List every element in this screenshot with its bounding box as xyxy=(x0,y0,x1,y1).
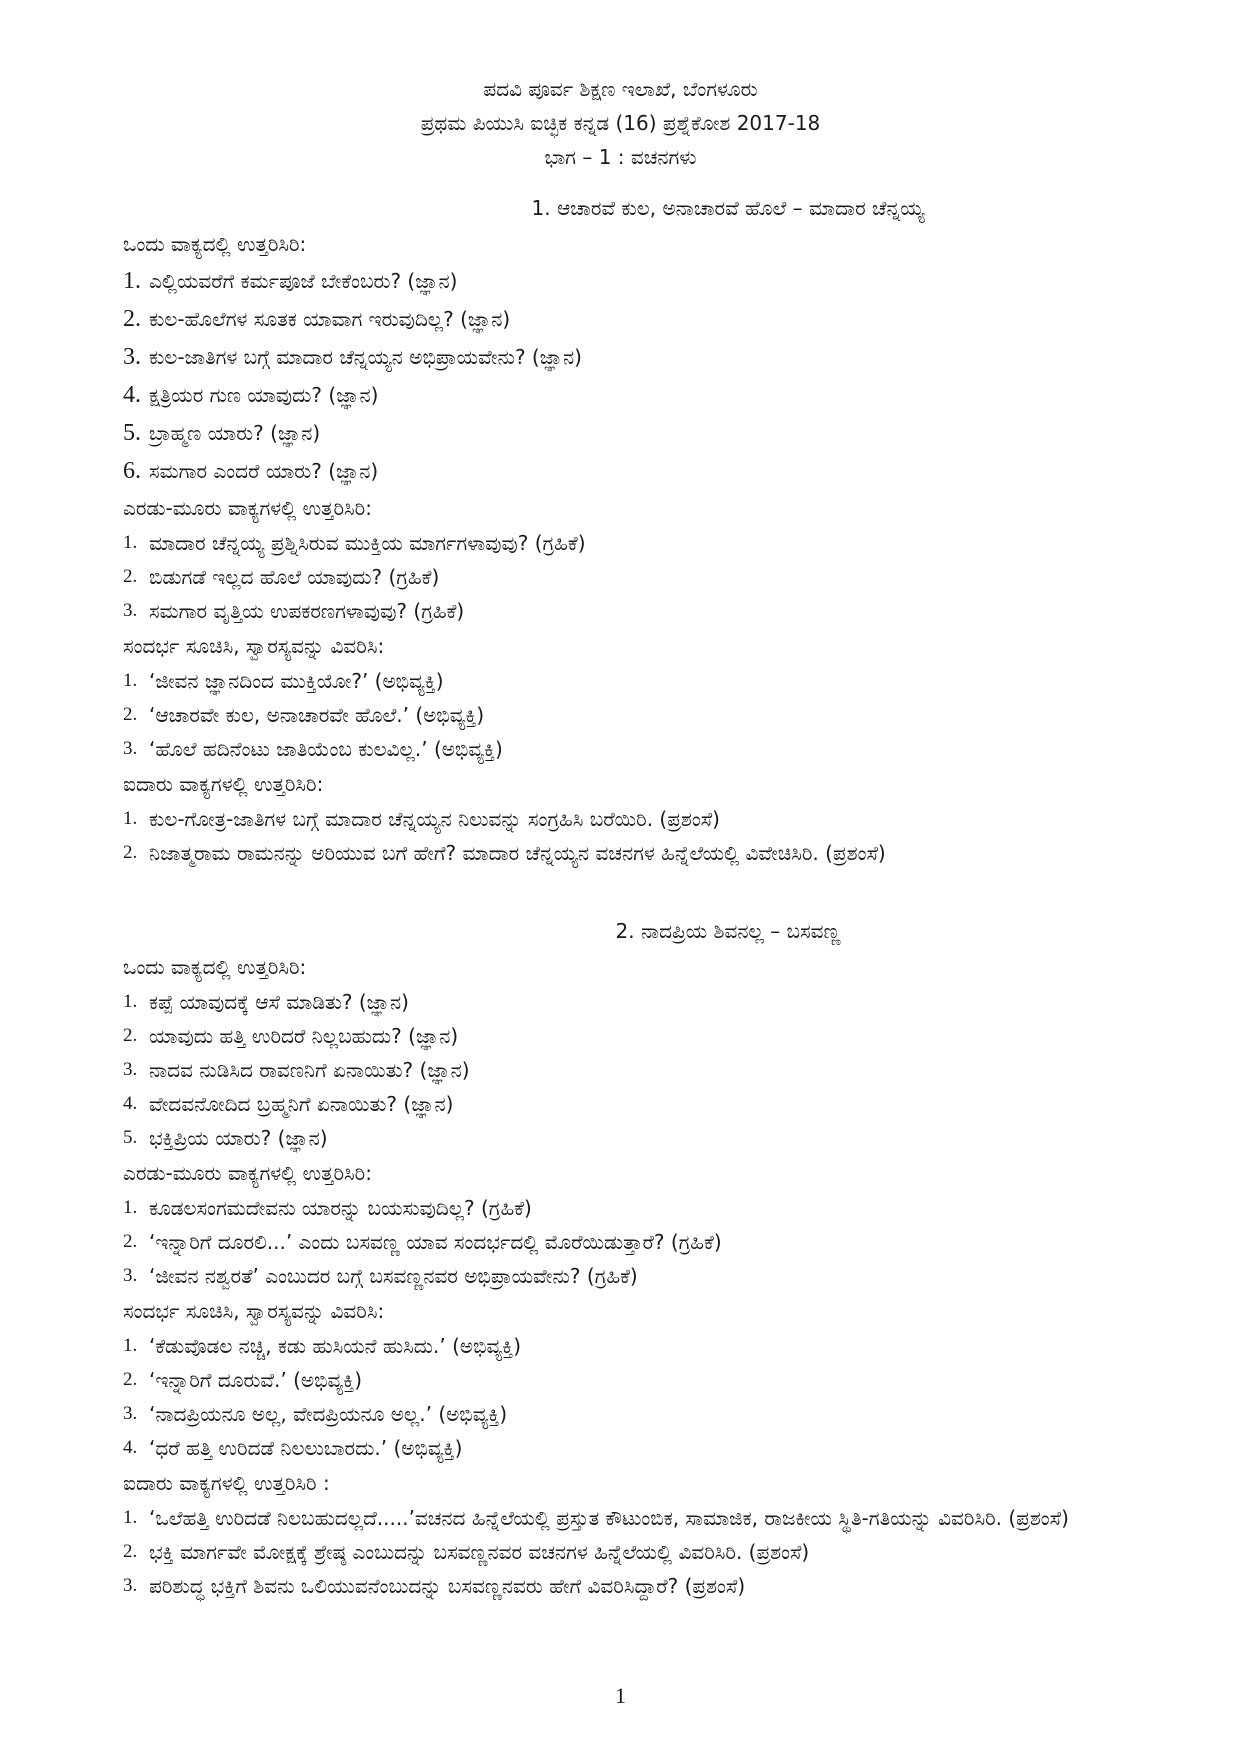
question-text: ನಾದವ ನುಡಿಸಿದ ರಾವಣನಿಗೆ ಏನಾಯಿತು? (ಜ್ಞಾನ) xyxy=(149,1058,470,1082)
group-heading-context: ಸಂದರ್ಭ ಸೂಚಿಸಿ, ಸ್ವಾರಸ್ಯವನ್ನು ವಿವರಿಸಿ: xyxy=(123,634,385,658)
question-text: ಕುಲ-ಜಾತಿಗಳ ಬಗ್ಗೆ ಮಾದಾರ ಚೆನ್ನಯ್ಯನ ಅಭಿಪ್ರಾಯವೇನು? (ಜ್ಞಾನ) xyxy=(149,345,582,369)
question-number: 1. xyxy=(123,1197,138,1218)
question-number: 2. xyxy=(123,842,138,863)
question-number: 2. xyxy=(123,1541,138,1562)
question-item xyxy=(123,1363,1183,1397)
question-text: ಸಮಗಾರ ಎಂದರೆ ಯಾರು? (ಜ್ಞಾನ) xyxy=(149,459,379,483)
question-number: 2. xyxy=(123,1369,138,1390)
group-heading-five-six-sentences: ಐದಾರು ವಾಕ್ಯಗಳಲ್ಲಿ ಉತ್ತರಿಸಿರಿ: xyxy=(123,772,324,796)
question-item xyxy=(123,300,1183,338)
question-item xyxy=(123,452,1183,490)
question-text: ಬಿಡುಗಡೆ ಇಲ್ಲದ ಹೊಲೆ ಯಾವುದು? (ಗ್ರಹಿಕೆ) xyxy=(149,565,440,589)
question-number: 3. xyxy=(123,344,141,370)
question-text: ಸಮಗಾರ ವೃತ್ತಿಯ ಉಪಕರಣಗಳಾವುವು? (ಗ್ರಹಿಕೆ) xyxy=(149,599,465,623)
question-item xyxy=(123,262,1183,300)
question-text: ‘ಜೀವನ ನಶ್ವರತೆ’ ಎಂಬುದರ ಬಗ್ಗೆ ಬಸವಣ್ಣನವರ ಅಭಿಪ್ರಾಯವೇನು? (ಗ್ರಹಿಕೆ) xyxy=(149,1264,638,1288)
question-number: 1. xyxy=(123,670,138,691)
question-number: 2. xyxy=(123,704,138,725)
question-text: ‘ಇನ್ನಾರಿಗೆ ದೂರುವೆ.’ (ಅಭಿವ್ಯಕ್ತಿ) xyxy=(149,1368,362,1392)
question-text: ಯಾವುದು ಹತ್ತಿ ಉರಿದರೆ ನಿಲ್ಲಬಹುದು? (ಜ್ಞಾನ) xyxy=(149,1024,459,1048)
question-item xyxy=(123,664,1183,698)
question-item xyxy=(123,338,1183,376)
question-number: 1. xyxy=(123,532,138,553)
question-text: ನಿಜಾತ್ಮರಾಮ ರಾಮನನ್ನು ಅರಿಯುವ ಬಗೆ ಹೇಗೆ? ಮಾದಾರ ಚೆನ್ನಯ್ಯನ ವಚನಗಳ ಹಿನ್ನೆಲೆಯಲ್ಲಿ ವಿವೇಚಿಸಿರಿ. (ಪ್ರಶಂಸೆ) xyxy=(149,841,886,865)
question-number: 3. xyxy=(123,1403,138,1424)
question-number: 2. xyxy=(123,1231,138,1252)
question-text: ಎಲ್ಲಿಯವರೆಗೆ ಕರ್ಮಪೂಜೆ ಬೇಕೆಂಬರು? (ಜ್ಞಾನ) xyxy=(149,269,458,293)
question-text: ಬ್ರಾಹ್ಮಣ ಯಾರು? (ಜ್ಞಾನ) xyxy=(149,421,321,445)
question-text: ಭಕ್ತಿ ಮಾರ್ಗವೇ ಮೋಕ್ಷಕ್ಕೆ ಶ್ರೇಷ್ಠ ಎಂಬುದನ್ನು ಬಸವಣ್ಣನವರ ವಚನಗಳ ಹಿನ್ನೆಲೆಯಲ್ಲಿ ವಿವರಿಸಿರಿ. (ಪ್ರಶಂಸೆ) xyxy=(149,1540,810,1564)
question-text: ‘ಒಲೆಹತ್ತಿ ಉರಿದಡೆ ನಿಲಬಹುದಲ್ಲದೆ.....’ವಚನದ ಹಿನ್ನೆಲೆಯಲ್ಲಿ ಪ್ರಸ್ತುತ ಕೌಟುಂಬಿಕ, ಸಾಮಾಜಿಕ, ರಾಜಕೀಯ ಸ್ಥಿತಿ-ಗತಿಯನ್ನು ವಿವರಿಸಿರಿ. (ಪ್ರಶಂಸೆ) xyxy=(149,1506,1069,1530)
question-number: 4. xyxy=(123,382,141,408)
question-text: ‘ಹೊಲೆ ಹದಿನೆಂಟು ಜಾತಿಯೆಂಬ ಕುಲವಿಲ್ಲ.’ (ಅಭಿವ್ಯಕ್ತಿ) xyxy=(149,737,503,761)
question-item xyxy=(123,1501,1183,1535)
group-heading-one-sentence: ಒಂದು ವಾಕ್ಯದಲ್ಲಿ ಉತ್ತರಿಸಿರಿ: xyxy=(123,955,307,979)
question-text: ಪರಿಶುದ್ಧ ಭಕ್ತಿಗೆ ಶಿವನು ಒಲಿಯುವನೆಂಬುದನ್ನು ಬಸವಣ್ಣನವರು ಹೇಗೆ ವಿವರಿಸಿದ್ದಾರೆ? (ಪ್ರಶಂಸೆ) xyxy=(149,1574,746,1598)
question-text: ವೇದವನೋದಿದ ಬ್ರಹ್ಮನಿಗೆ ಏನಾಯಿತು? (ಜ್ಞಾನ) xyxy=(149,1092,454,1116)
question-item xyxy=(123,1397,1183,1431)
question-item xyxy=(123,1019,1183,1053)
question-item xyxy=(123,1087,1183,1121)
question-item xyxy=(123,698,1183,732)
question-item xyxy=(123,560,1183,594)
question-text: ಭಕ್ತಿಪ್ರಿಯ ಯಾರು? (ಜ್ಞಾನ) xyxy=(149,1126,328,1150)
group-heading-one-sentence: ಒಂದು ವಾಕ್ಯದಲ್ಲಿ ಉತ್ತರಿಸಿರಿ: xyxy=(123,232,307,256)
question-item xyxy=(123,836,1183,870)
question-text: ಕುಲ-ಹೊಲೆಗಳ ಸೂತಕ ಯಾವಾಗ ಇರುವುದಿಲ್ಲ? (ಜ್ಞಾನ) xyxy=(149,307,511,331)
question-item xyxy=(123,1535,1183,1569)
question-text: ‘ಧರೆ ಹತ್ತಿ ಉರಿದಡೆ ನಿಲಲುಬಾರದು.’ (ಅಭಿವ್ಯಕ್ತಿ) xyxy=(149,1436,463,1460)
question-item xyxy=(123,1053,1183,1087)
lesson-title: 2. ನಾದಪ್ರಿಯ ಶಿವನಲ್ಲ – ಬಸವಣ್ಣ xyxy=(615,919,841,943)
question-number: 1. xyxy=(123,1335,138,1356)
question-item xyxy=(123,1191,1183,1225)
question-item xyxy=(123,594,1183,628)
question-number: 2. xyxy=(123,1025,138,1046)
page-number: 1 xyxy=(615,1683,626,1708)
question-number: 6. xyxy=(123,458,141,484)
question-text: ‘ಕೆಡುವೊಡಲ ನಚ್ಚಿ, ಕಡು ಹುಸಿಯನೆ ಹುಸಿದು.’ (ಅಭಿವ್ಯಕ್ತಿ) xyxy=(149,1334,522,1358)
question-text: ಕೂಡಲಸಂಗಮದೇವನು ಯಾರನ್ನು ಬಯಸುವುದಿಲ್ಲ? (ಗ್ರಹಿಕೆ) xyxy=(149,1196,532,1220)
question-text: ಕುಲ-ಗೋತ್ರ-ಜಾತಿಗಳ ಬಗ್ಗೆ ಮಾದಾರ ಚೆನ್ನಯ್ಯನ ನಿಲುವನ್ನು ಸಂಗ್ರಹಿಸಿ ಬರೆಯಿರಿ. (ಪ್ರಶಂಸೆ) xyxy=(149,807,720,831)
question-text: ಮಾದಾರ ಚೆನ್ನಯ್ಯ ಪ್ರಶ್ನಿಸಿರುವ ಮುಕ್ತಿಯ ಮಾರ್ಗಗಳಾವುವು? (ಗ್ರಹಿಕೆ) xyxy=(149,531,586,555)
question-item xyxy=(123,985,1183,1019)
group-heading-context: ಸಂದರ್ಭ ಸೂಚಿಸಿ, ಸ್ವಾರಸ್ಯವನ್ನು ವಿವರಿಸಿ: xyxy=(123,1299,385,1323)
question-item xyxy=(123,1329,1183,1363)
question-number: 5. xyxy=(123,1127,138,1148)
question-number: 2. xyxy=(123,306,141,332)
question-text: ‘ಜೀವನ ಜ್ಞಾನದಿಂದ ಮುಕ್ತಿಯೋ?’ (ಅಭಿವ್ಯಕ್ತಿ) xyxy=(149,669,444,693)
department-title: ಪದವಿ ಪೂರ್ವ ಶಿಕ್ಷಣ ಇಲಾಖೆ, ಬೆಂಗಳೂರು xyxy=(483,77,758,101)
question-number: 3. xyxy=(123,1059,138,1080)
question-number: 3. xyxy=(123,1265,138,1286)
question-number: 5. xyxy=(123,420,141,446)
question-number: 4. xyxy=(123,1437,138,1458)
question-number: 3. xyxy=(123,1575,138,1596)
question-item xyxy=(123,732,1183,766)
question-item xyxy=(123,376,1183,414)
question-item xyxy=(123,1431,1183,1465)
question-text: ಕ್ಷತ್ರಿಯರ ಗುಣ ಯಾವುದು? (ಜ್ಞಾನ) xyxy=(149,383,379,407)
question-item xyxy=(123,526,1183,560)
lesson-section-2 xyxy=(123,913,1183,1603)
question-number: 4. xyxy=(123,1093,138,1114)
question-text: ಕಪ್ಪೆ ಯಾವುದಕ್ಕೆ ಆಸೆ ಮಾಡಿತು? (ಜ್ಞಾನ) xyxy=(149,990,409,1014)
group-heading-five-six-sentences: ಐದಾರು ವಾಕ್ಯಗಳಲ್ಲಿ ಉತ್ತರಿಸಿರಿ : xyxy=(123,1471,330,1495)
question-number: 1. xyxy=(123,1507,138,1528)
document-header xyxy=(0,72,1241,174)
question-number: 1. xyxy=(123,268,141,294)
question-item xyxy=(123,1259,1183,1293)
lesson-section-1 xyxy=(123,190,1183,870)
group-heading-two-three-sentences: ಎರಡು-ಮೂರು ವಾಕ್ಯಗಳಲ್ಲಿ ಉತ್ತರಿಸಿರಿ: xyxy=(123,496,372,520)
question-text: ‘ನಾದಪ್ರಿಯನೂ ಅಲ್ಲ, ವೇದಪ್ರಿಯನೂ ಅಲ್ಲ.’ (ಅಭಿವ್ಯಕ್ತಿ) xyxy=(149,1402,508,1426)
question-item xyxy=(123,414,1183,452)
question-item xyxy=(123,1121,1183,1155)
question-item xyxy=(123,1225,1183,1259)
question-number: 1. xyxy=(123,808,138,829)
question-number: 3. xyxy=(123,738,138,759)
lesson-title: 1. ಆಚಾರವೆ ಕುಲ, ಅನಾಚಾರವೆ ಹೊಲೆ – ಮಾದಾರ ಚೆನ್ನಯ್ಯ xyxy=(531,196,925,220)
question-number: 2. xyxy=(123,566,138,587)
part-title: ಭಾಗ – 1 : ವಚನಗಳು xyxy=(544,145,697,169)
question-number: 3. xyxy=(123,600,138,621)
question-number: 1. xyxy=(123,991,138,1012)
question-item xyxy=(123,1569,1183,1603)
question-text: ‘ಇನ್ನಾರಿಗೆ ದೂರಲಿ...’ ಎಂದು ಬಸವಣ್ಣ ಯಾವ ಸಂದರ್ಭದಲ್ಲಿ ಮೊರೆಯಿಡುತ್ತಾರೆ? (ಗ್ರಹಿಕೆ) xyxy=(149,1230,722,1254)
group-heading-two-three-sentences: ಎರಡು-ಮೂರು ವಾಕ್ಯಗಳಲ್ಲಿ ಉತ್ತರಿಸಿರಿ: xyxy=(123,1161,372,1185)
question-item xyxy=(123,802,1183,836)
question-bank-title: ಪ್ರಥಮ ಪಿಯುಸಿ ಐಚ್ಛಿಕ ಕನ್ನಡ (16) ಪ್ರಶ್ನೆಕೋಶ 2017-18 xyxy=(420,111,821,135)
question-text: ‘ಆಚಾರವೇ ಕುಲ, ಅನಾಚಾರವೇ ಹೊಲೆ.’ (ಅಭಿವ್ಯಕ್ತಿ) xyxy=(149,703,485,727)
